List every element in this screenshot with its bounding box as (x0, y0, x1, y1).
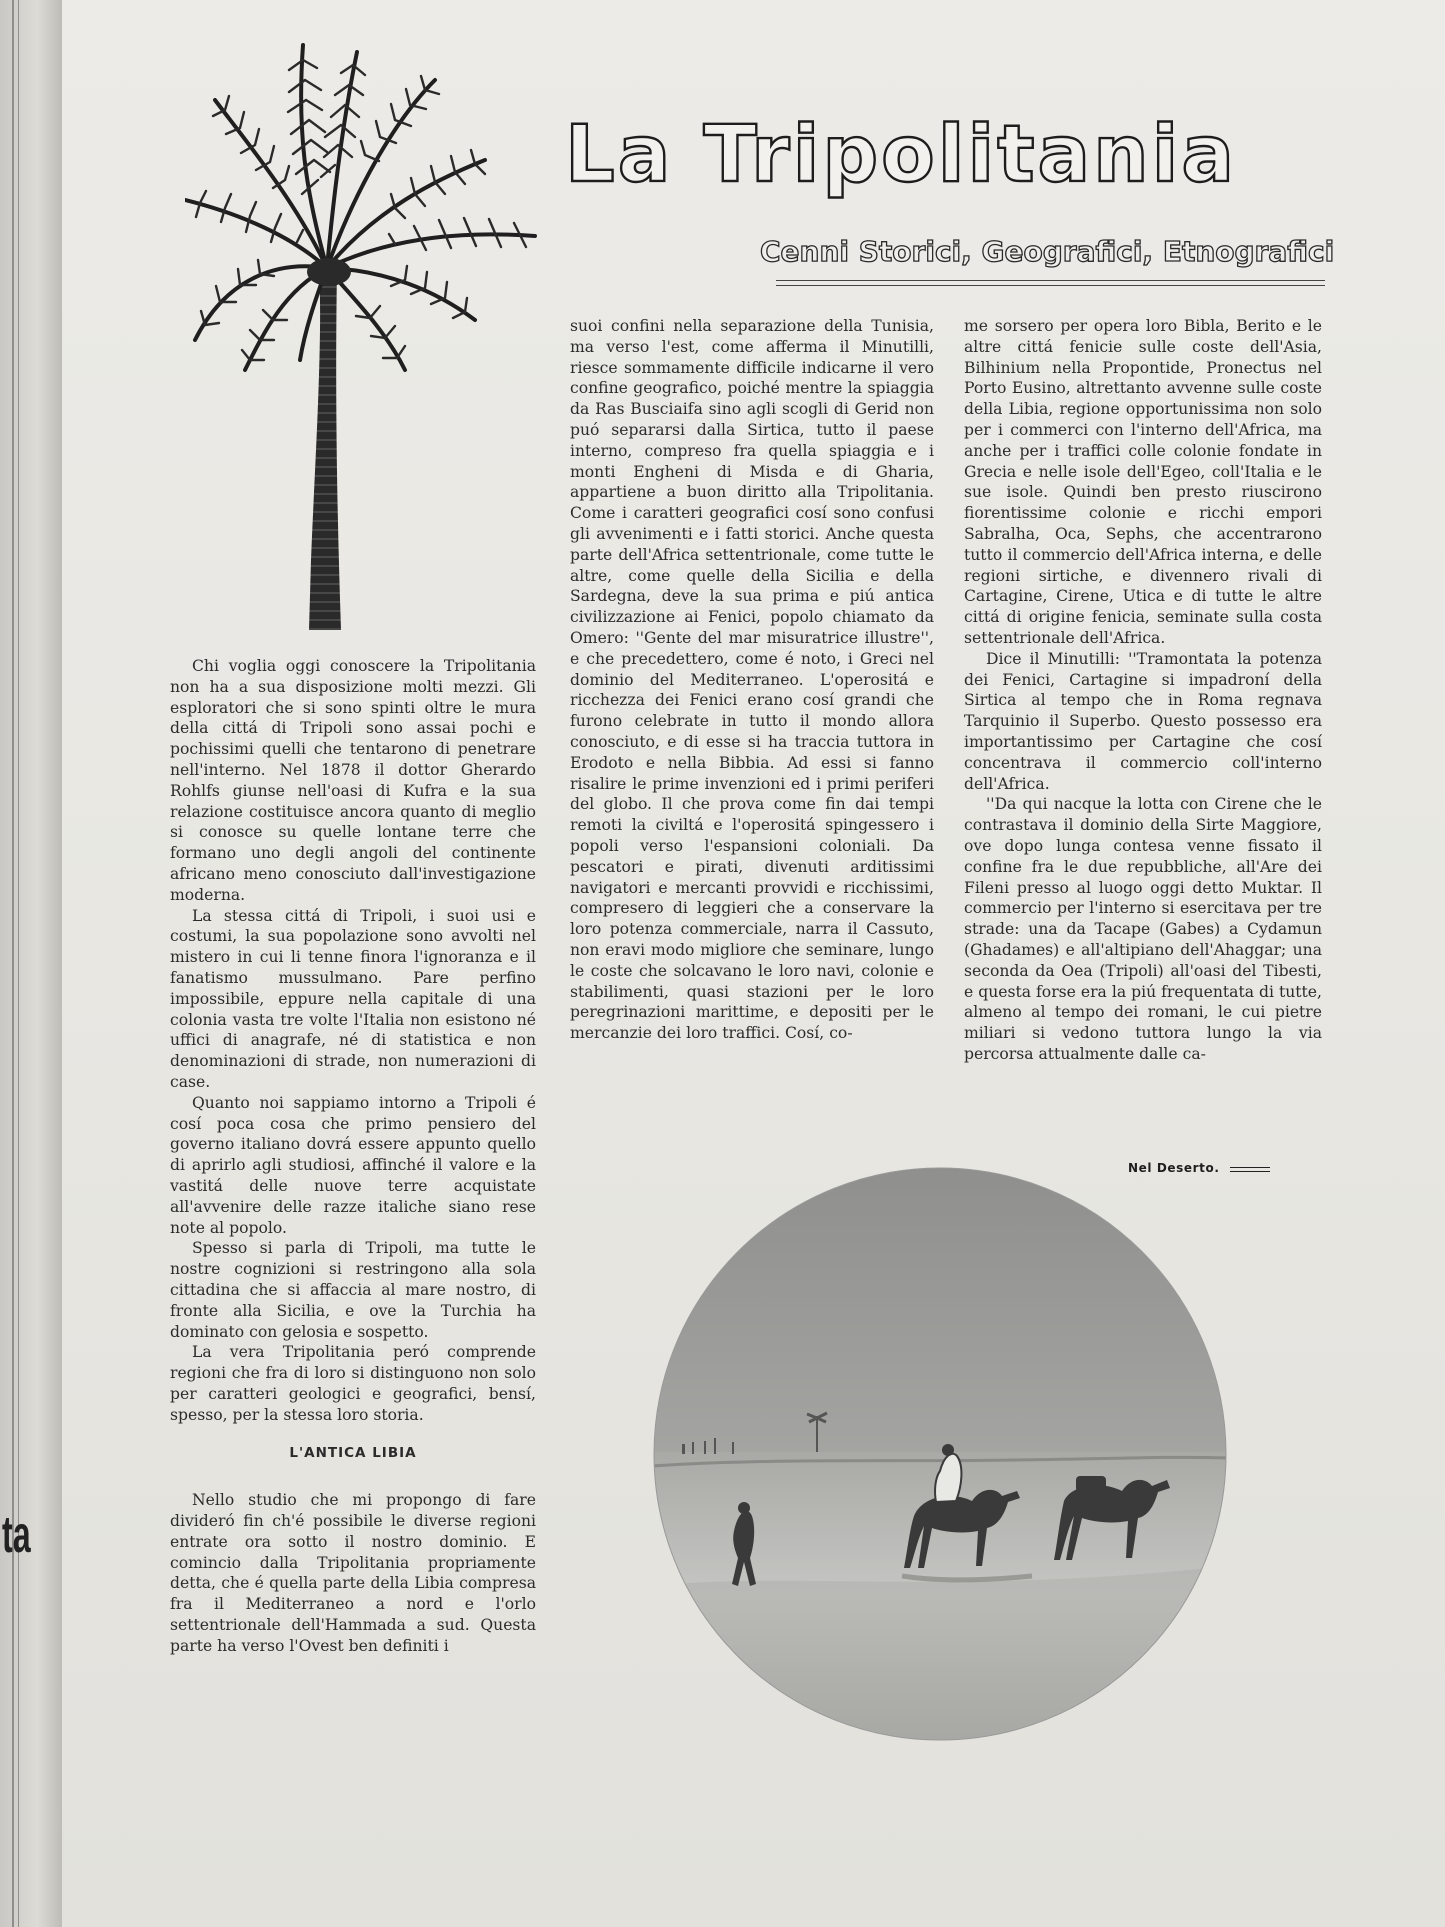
paragraph: Spesso si parla di Tripoli, ma tutte le nostre cognizioni si restringono alla sola cittadina che si affaccia al mare nostro, di fronte alla Sicilia, e ove la Turchia ha dominato con gelosia e sospetto. (170, 1239, 536, 1341)
paragraph: suoi confini nella separazione della Tunisia, ma verso l'est, come afferma il Minutilli, riesce sommamente difficile indicarne il vero confine geografico, poiché mentre la spiaggia da Ras Busciaifa sino agli scogli di Gerid non puó separarsi dalla Sirtica, tutto il paese interno, compreso fra quella spiaggia e i monti Engheni di Misda e di Gharia, appartiene a buon diritto alla Tripolitania. Come i caratteri geografici cosí sono confusi gli avvenimenti e i fatti storici. Anche questa parte dell'Africa settentrionale, come tutte le altre, come quelle della Sicilia e della Sardegna, deve la sua prima e piú antica civilizzazione ai Fenici, popolo chiamato da Omero: ''Gente del mar misuratrice illustre'', e che precedettero, come é noto, i Greci nel dominio del Mediterraneo. L'operositá e ricchezza dei Fenici erano cosí grandi che furono celebrate in tutto il mondo allora conosciuto, e di esse si ha traccia tuttora in Erodoto e nella Bibbia. Ad essi si fanno risalire le prime invenzioni ed i primi periferi del globo. Il che prova come fin dai tempi remoti la civiltá e l'operositá spingessero i popoli verso l'espansioni coloniali. Da pescatori e pirati, divenuti arditissimi navigatori e mercanti provvidi e ricchissimi, compresero di leggieri che a conservare la loro potenza commerciale, narra il Cassuto, non eravi modo migliore che seminare, lungo le coste che solcavano le loro navi, colonie e stabilimenti, quasi stazioni per le loro peregrinazioni marittime, e depositi per le mercanzie dei loro traffici. Cosí, co- (570, 317, 934, 1043)
paragraph: me sorsero per opera loro Bibla, Berito e le altre cittá fenicie sulle coste dell'Asia, Bilhinium nella Propontide, Pronectus nel Porto Eusino, altrettanto avvenne sulle coste della Libia, regione opportunissima non solo per i commerci con l'interno dell'Africa, ma anche per i traffici colle colonie fondate in Grecia e nelle isole dell'Egeo, coll'Italia e le sue isole. Quindi ben presto riuscirono fiorentissime colonie e ricchi empori Sabralha, Oca, Sephs, che accentrarono tutto il commercio dell'Africa interna, e delle regioni sirtiche, e divennero rivali di Cartagine, Cirene, Utica e di tutte le altre cittá di origine fenicia, seminate sulla costa settentrionale dell'Africa. (964, 317, 1322, 647)
page-edge-line (18, 0, 19, 1927)
paragraph: Dice il Minutilli: ''Tramontata la potenza dei Fenici, Cartagine si impadroní della Sirtica al tempo che in Roma regnava Tarquinio il Superbo. Questo possesso era importantissimo per Cartagine che cosí concentrava il commercio coll'interno dell'Africa. (964, 649, 1322, 793)
caption-rule (1230, 1167, 1270, 1172)
text-column-2 (570, 316, 934, 1044)
paragraph: La vera Tripolitania peró comprende regioni che fra di loro si distinguono non solo per caratteri geologici e geografici, bensí, spesso, per la stessa loro storia. (170, 1343, 536, 1424)
paragraph: Nello studio che mi propongo di fare divideró fin ch'é possibile le diverse regioni entrate ora sotto il nostro dominio. E comincio dalla Tripolitania propriamente detta, che é quella parte della Libia compresa fra il Mediterraneo a nord e l'orlo settentrionale dell'Hammada a sud. Questa parte ha verso l'Ovest ben definiti i (170, 1491, 536, 1655)
section-heading: L'ANTICA LIBIA (289, 1445, 417, 1462)
paragraph: ''Da qui nacque la lotta con Cirene che le contrastava il dominio della Sirte Maggiore, ove dopo lunga contesa venne fissato il confine fra le due repubbliche, all'Are dei Fileni presso al luogo oggi detto Muktar. Il commercio per l'interno si esercitava per tre strade: una da Tacape (Gabes) a Cydamun (Ghadames) e all'altipiano dell'Ahaggar; una seconda da Oea (Tripoli) all'oasi del Tibesti, e questa forse era la piú frequentata di tutte, almeno al tempo dei romani, le cui pietre miliari si vedono tuttora lungo la via percorsa attualmente dalle ca- (964, 795, 1322, 1063)
paragraph: La stessa cittá di Tripoli, i suoi usi e costumi, la sua popolazione sono avvolti nel mistero in cui li tenne finora l'ignoranza e il fanatismo mussulmano. Pare perfino impossibile, eppure nella capitale di una colonia vasta tre volte l'Italia non esistono né uffici di anagrafe, né di statistica e non denominazioni di strade, non numerazioni di case. (170, 906, 536, 1091)
page-subtitle: Cenni Storici, Geografici, Etnografici (760, 235, 1335, 268)
photo-caption: Nel Deserto. (1128, 1161, 1220, 1175)
subtitle-rule (776, 280, 1325, 286)
adjacent-page-text: ta (2, 1506, 31, 1564)
text-column-1 (170, 656, 536, 1657)
adjacent-page-edge (0, 0, 62, 1927)
palm-tree-icon (185, 40, 545, 640)
text-column-3 (964, 316, 1322, 1065)
paragraph: Chi voglia oggi conoscere la Tripolitania non ha a sua disposizione molti mezzi. Gli esploratori che si sono spinti oltre le mura della cittá di Tripoli sono assai pochi e pochissimi quelli che tentarono di penetrare nell'interno. Nel 1878 il dottor Gherardo Rohlfs giunse nell'oasi di Kufra e la sua relazione costituisce ancora quanto di meglio si conosce su quelle lontane terre che formano uno degli angoli del continente africano meno conosciuto dall'investigazione moderna. (170, 657, 536, 904)
desert-camel-caravan-photo-icon (652, 1166, 1228, 1742)
paragraph: Quanto noi sappiamo intorno a Tripoli é cosí poca cosa che primo pensiero del governo italiano dovrá essere appunto quello di aprirlo agli studiosi, affinché il valore e la vastitá delle nuove terre acquistate all'avvenire delle razze italiche siano rese note al popolo. (170, 1093, 536, 1237)
page-title: La Tripolitania (565, 110, 1238, 200)
page-edge-line (12, 0, 14, 1927)
